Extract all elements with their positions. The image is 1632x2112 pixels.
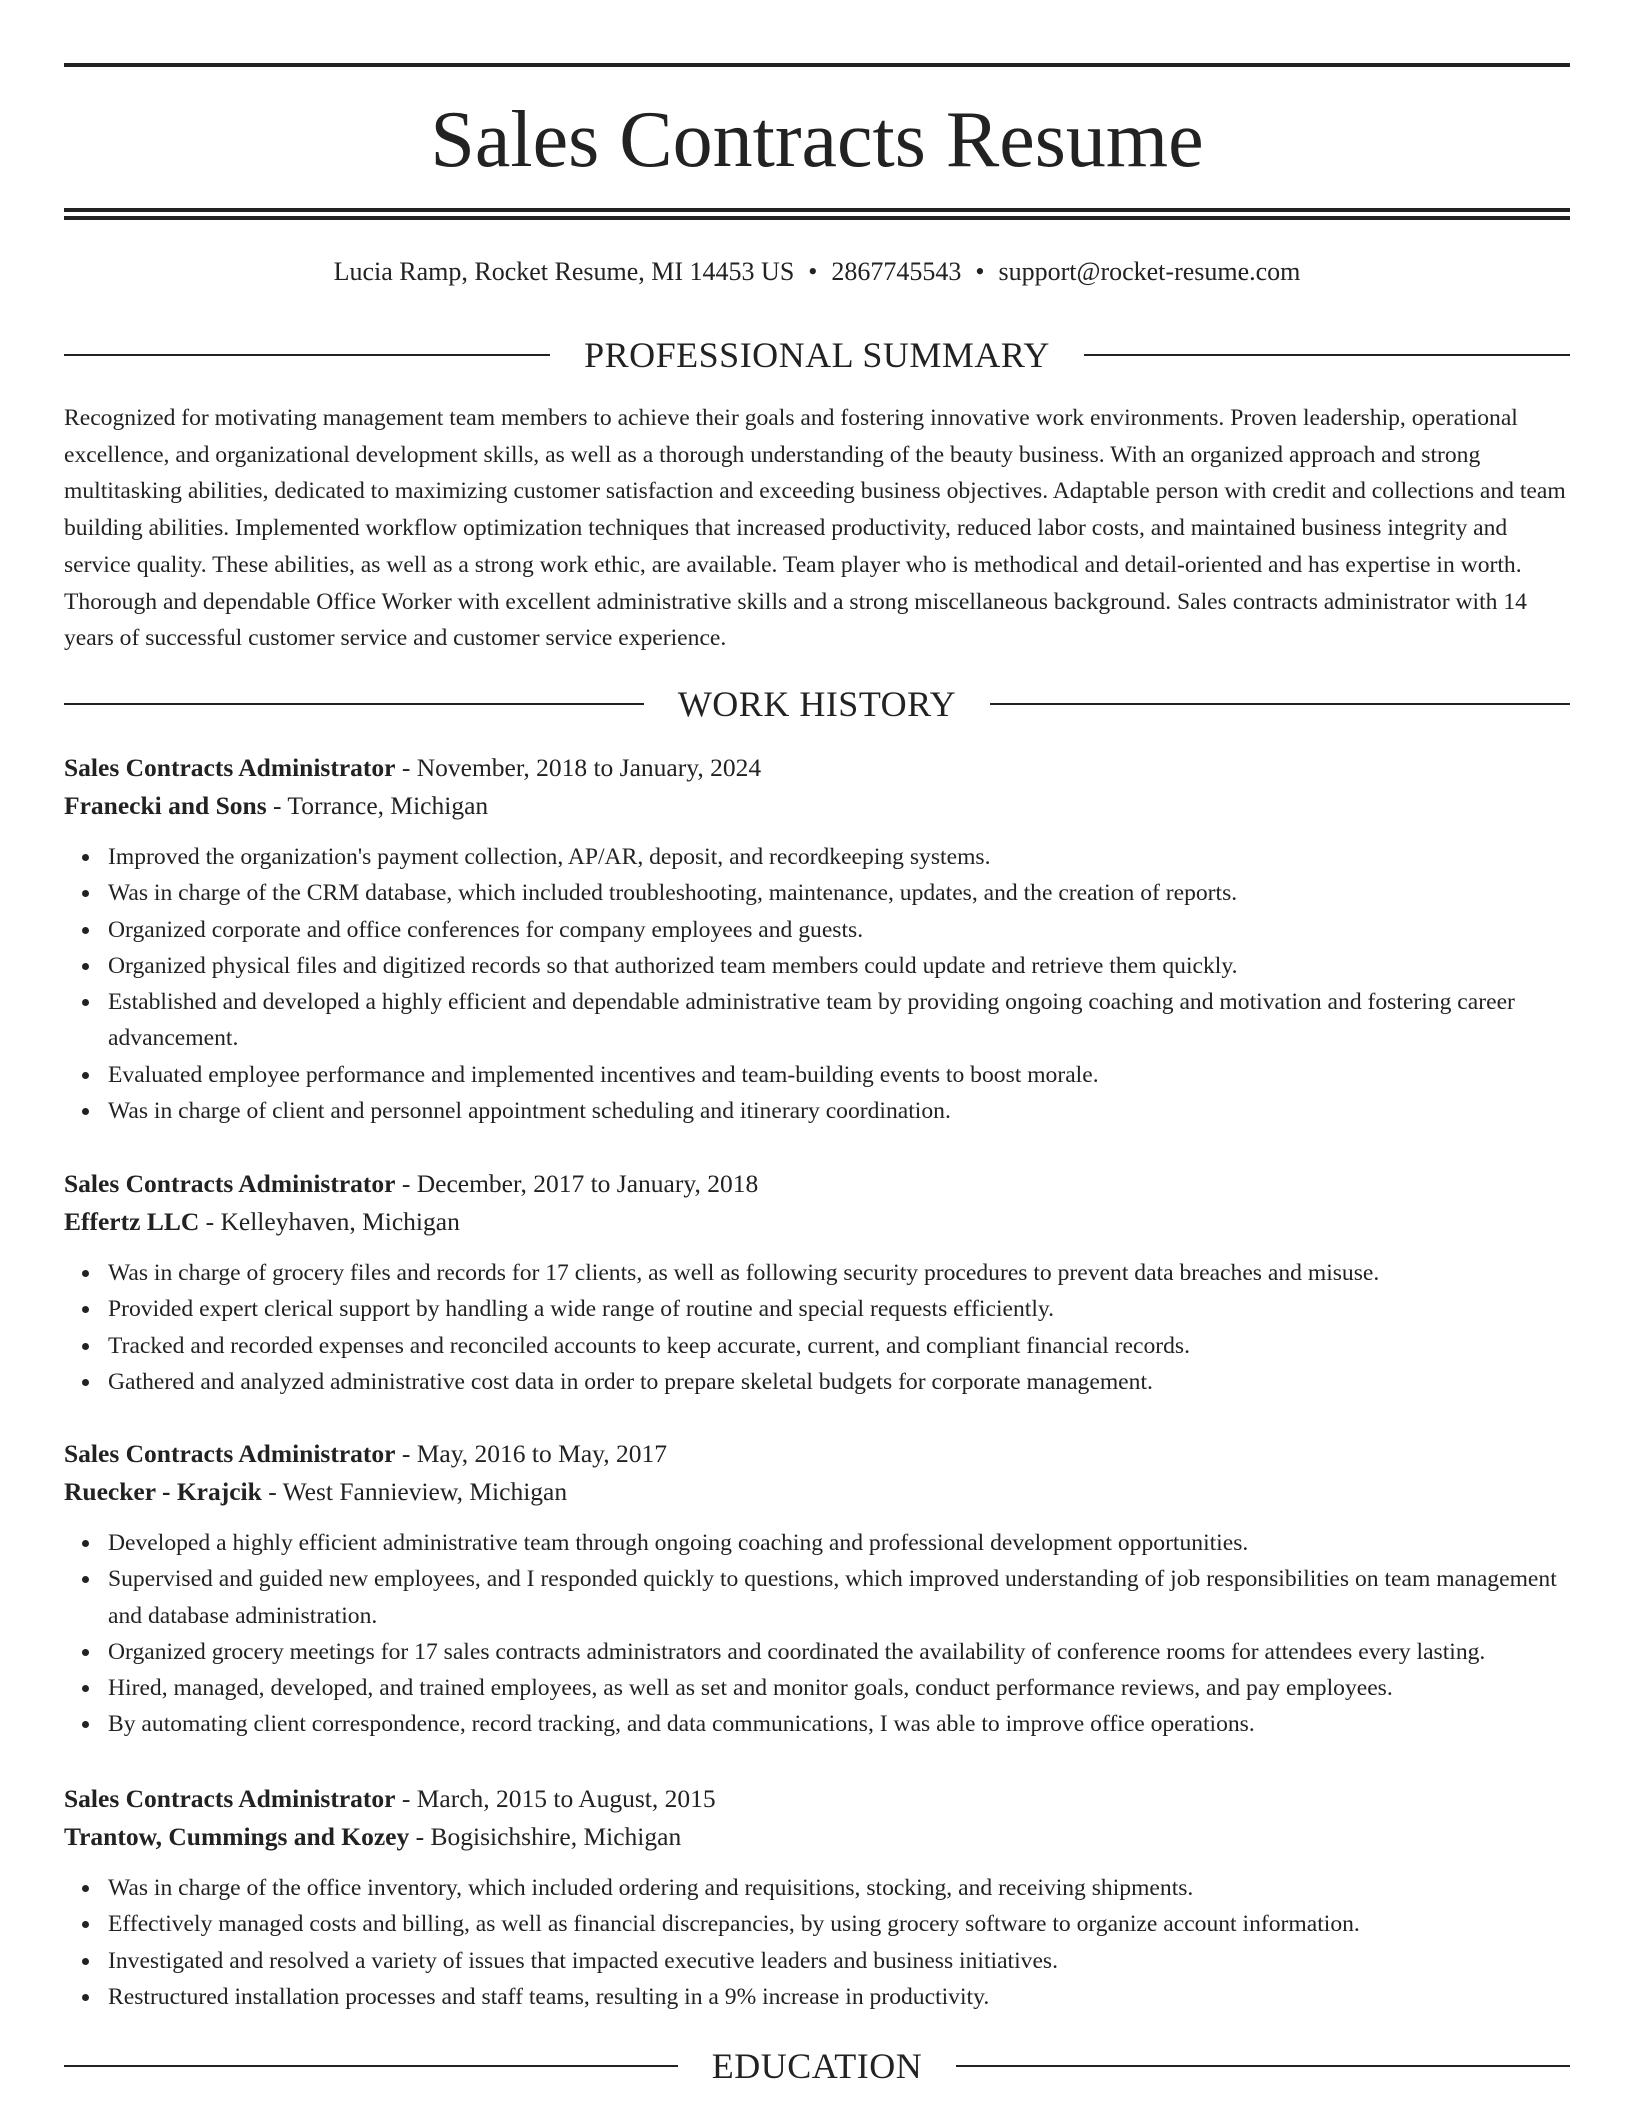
job-company: Ruecker - Krajcik xyxy=(64,1477,262,1506)
list-item xyxy=(108,875,1570,911)
section-title: WORK HISTORY xyxy=(677,684,957,724)
bullet-text: Was in charge of grocery files and records for 17 clients, as well as following security procedures to prevent data breaches and misuse. xyxy=(108,1260,1380,1286)
job-title-line xyxy=(64,1780,1570,1818)
top-rule xyxy=(64,63,1570,67)
list-item xyxy=(108,1634,1570,1670)
page-title: Sales Contracts Resume xyxy=(430,96,1204,184)
list-item xyxy=(108,839,1570,875)
bullet-text: Gathered and analyzed administrative cost data in order to prepare skeletal budgets for corporate management. xyxy=(108,1368,1153,1395)
bullet-icon xyxy=(82,1885,89,1892)
bullet-icon xyxy=(82,1649,89,1656)
bullet-icon xyxy=(82,1721,89,1728)
bullet-text: Investigated and resolved a variety of issues that impacted executive leaders and business initiatives. xyxy=(108,1947,1059,1974)
bullet-text: Was in charge of the CRM database, which included troubleshooting, maintenance, updates, and the creation of reports. xyxy=(108,880,1238,907)
job-title-line xyxy=(64,749,1570,787)
list-item xyxy=(108,1057,1570,1093)
bullet-text: Provided expert clerical support by handling a wide range of routine and special requests efficiently. xyxy=(108,1296,1055,1323)
bullet-icon xyxy=(82,1958,89,1965)
list-item xyxy=(108,1943,1570,1979)
bullet-icon xyxy=(82,1108,89,1115)
job-title: Sales Contracts Administrator xyxy=(64,1784,396,1813)
job-dates: - May, 2016 to May, 2017 xyxy=(395,1439,667,1468)
job-dates: - November, 2018 to January, 2024 xyxy=(395,753,762,782)
job-company-line xyxy=(64,787,1570,825)
contact-separator: • xyxy=(808,257,818,286)
bullet-icon xyxy=(82,927,89,934)
bullet-icon xyxy=(82,1994,89,2001)
job-dates: - December, 2017 to January, 2018 xyxy=(395,1169,759,1198)
job-company: Trantow, Cummings and Kozey xyxy=(64,1822,410,1851)
job-company-line xyxy=(64,1473,1570,1511)
job-title: Sales Contracts Administrator xyxy=(64,1439,396,1468)
job-bullet-list xyxy=(64,1525,1570,1743)
bullet-text: Hired, managed, developed, and trained employees, as well as set and monitor goals, conduct performance reviews, and pay employees. xyxy=(108,1675,1393,1702)
job-title-line xyxy=(64,1435,1570,1473)
bullet-icon xyxy=(82,1540,89,1547)
bullet-text: By automating client correspondence, record tracking, and data communications, I was able to improve office operations. xyxy=(108,1711,1255,1738)
bullet-icon xyxy=(82,854,89,861)
section-title: PROFESSIONAL SUMMARY xyxy=(584,335,1050,375)
job-title: Sales Contracts Administrator xyxy=(64,1169,396,1198)
contact-separator: • xyxy=(975,257,985,286)
bullet-text: Restructured installation processes and staff teams, resulting in a 9% increase in productivity. xyxy=(108,1983,990,2010)
job-location: - Torrance, Michigan xyxy=(266,791,489,820)
bullet-text: Established and developed a highly efficient and dependable administrative team by providing ongoing coaching and motivation and fostering career advancement. xyxy=(108,989,1515,1052)
list-item xyxy=(108,1561,1570,1634)
bullet-icon xyxy=(82,1343,89,1350)
bullet-icon xyxy=(82,890,89,897)
section-rule-left xyxy=(64,354,550,356)
list-item xyxy=(108,1328,1570,1364)
section-rule-left xyxy=(64,2065,678,2067)
list-item xyxy=(108,1706,1570,1742)
section-heading-education xyxy=(64,2044,1570,2088)
section-heading-work-history xyxy=(64,682,1570,726)
list-item xyxy=(108,1364,1570,1400)
job-location: - Bogisichshire, Michigan xyxy=(409,1822,682,1851)
bullet-text: Was in charge of the office inventory, which included ordering and requisitions, stocking, and receiving shipments. xyxy=(108,1875,1194,1901)
job-location: - Kelleyhaven, Michigan xyxy=(199,1207,460,1236)
list-item xyxy=(108,984,1570,1057)
job-location: - West Fannieview, Michigan xyxy=(261,1477,568,1506)
section-title: EDUCATION xyxy=(711,2046,923,2086)
job-title: Sales Contracts Administrator xyxy=(64,753,396,782)
bullet-text: Organized physical files and digitized records so that authorized team members could update and retrieve them quickly. xyxy=(108,952,1238,979)
section-rule-right xyxy=(956,2065,1570,2067)
contact-email[interactable]: support@rocket-resume.com xyxy=(998,257,1301,286)
job-company-line xyxy=(64,1818,1570,1856)
bullet-text: Effectively managed costs and billing, as well as financial discrepancies, by using grocery software to organize account information. xyxy=(108,1911,1360,1938)
list-item xyxy=(108,1525,1570,1561)
bullet-icon xyxy=(82,1576,89,1583)
bullet-text: Evaluated employee performance and implemented incentives and team-building events to boost morale. xyxy=(108,1061,1099,1088)
list-item xyxy=(108,1291,1570,1327)
bullet-icon xyxy=(82,1379,89,1386)
job-bullet-list xyxy=(64,1870,1570,2015)
section-rule-right xyxy=(1084,354,1570,356)
section-rule-right xyxy=(990,703,1570,705)
job-entry xyxy=(64,1165,1570,1400)
bullet-text: Tracked and recorded expenses and reconciled accounts to keep accurate, current, and compliant financial records. xyxy=(108,1332,1190,1359)
list-item xyxy=(108,948,1570,984)
bullet-icon xyxy=(82,999,89,1006)
list-item xyxy=(108,912,1570,948)
list-item xyxy=(108,1255,1570,1291)
list-item xyxy=(108,1906,1570,1942)
professional-summary-text: Recognized for motivating management team members to achieve their goals and fostering innovative work environments. Proven leadership, operational excellence, and organizational development skills, as well as a thorough understanding of the beauty business. With an organized approach and strong multitasking abilities, dedicated to maximizing customer satisfaction and exceeding business objectives. Adaptable person with credit and collections and team building abilities. Implemented workflow optimization techniques that increased productivity, reduced labor costs, and maintained business integrity and service quality. These abilities, as well as a strong work ethic, are available. Team player who is methodical and detail-oriented and has expertise in worth. Thorough and dependable Office Worker with excellent administrative skills and a strong miscellaneous background. Sales contracts administrator with 14 years of successful customer service and customer service experience. xyxy=(64,405,1566,652)
list-item xyxy=(108,1093,1570,1129)
bullet-icon xyxy=(82,1072,89,1079)
list-item xyxy=(108,1670,1570,1706)
bullet-text: Was in charge of client and personnel appointment scheduling and itinerary coordination. xyxy=(108,1098,951,1125)
section-rule-left xyxy=(64,703,644,705)
section-heading-summary xyxy=(64,333,1570,377)
bullet-text: Organized corporate and office conferences for company employees and guests. xyxy=(108,916,864,943)
bullet-text: Organized grocery meetings for 17 sales contracts administrators and coordinated the availability of conference rooms for attendees every lasting. xyxy=(108,1638,1486,1665)
job-dates: - March, 2015 to August, 2015 xyxy=(395,1784,716,1813)
title-double-rule xyxy=(64,208,1570,220)
bullet-text: Developed a highly efficient administrative team through ongoing coaching and professional development opportunities. xyxy=(108,1530,1249,1556)
list-item xyxy=(108,1870,1570,1906)
contact-line xyxy=(64,255,1570,289)
job-bullet-list xyxy=(64,839,1570,1129)
job-company: Franecki and Sons xyxy=(64,791,267,820)
job-entry xyxy=(64,1435,1570,1743)
bullet-text: Improved the organization's payment collection, AP/AR, deposit, and recordkeeping systems. xyxy=(108,844,991,870)
bullet-icon xyxy=(82,1921,89,1928)
job-entry xyxy=(64,749,1570,1129)
job-title-line xyxy=(64,1165,1570,1203)
contact-address: Lucia Ramp, Rocket Resume, MI 14453 US xyxy=(333,257,795,286)
list-item xyxy=(108,1979,1570,2015)
bullet-icon xyxy=(82,1270,89,1277)
job-company-line xyxy=(64,1203,1570,1241)
contact-phone: 2867745543 xyxy=(831,257,962,286)
job-company: Effertz LLC xyxy=(64,1207,200,1236)
bullet-icon xyxy=(82,1306,89,1313)
job-bullet-list xyxy=(64,1255,1570,1400)
job-entry xyxy=(64,1780,1570,2015)
bullet-icon xyxy=(82,963,89,970)
bullet-text: Supervised and guided new employees, and I responded quickly to questions, which improved understanding of job responsibilities on team management and database administration. xyxy=(108,1566,1557,1629)
bullet-icon xyxy=(82,1685,89,1692)
